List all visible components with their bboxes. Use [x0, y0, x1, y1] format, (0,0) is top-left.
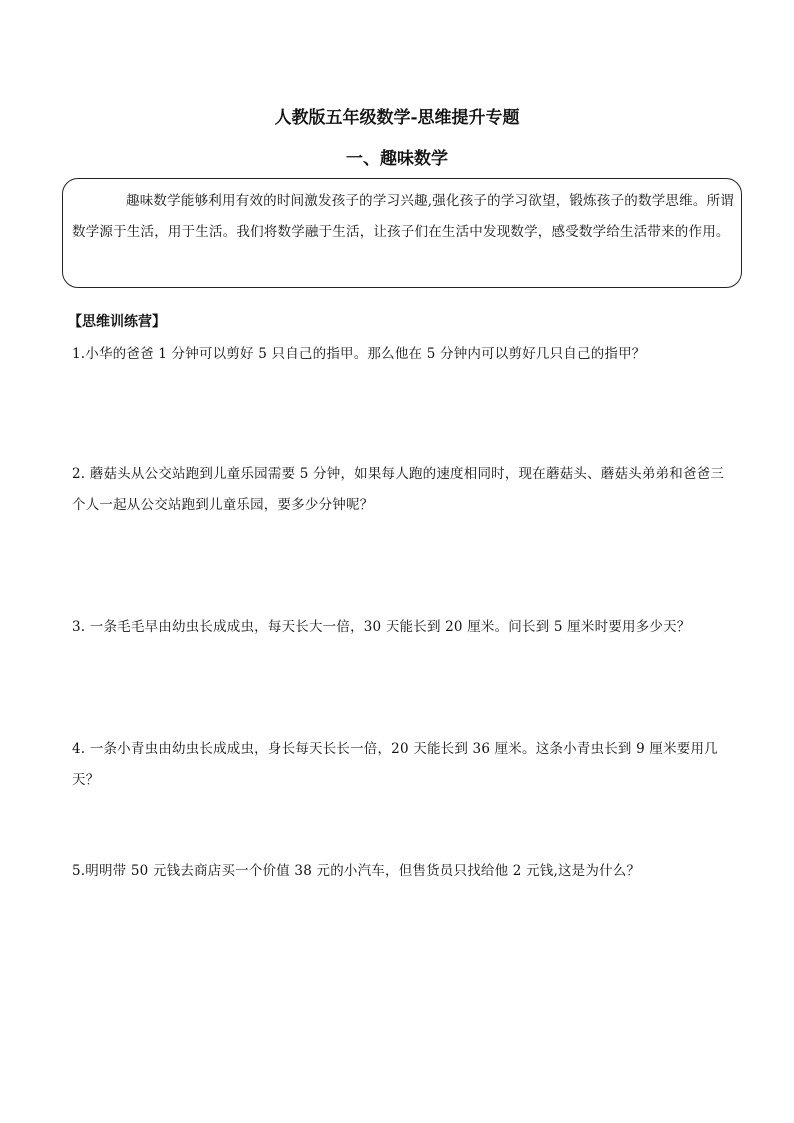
question-3: 3. 一条毛毛早由幼虫长成成虫，每天长大一倍，30 天能长到 20 厘米。问长到 5 厘米时要用多少天？ [72, 619, 691, 635]
intro-paragraph: 趣味数学能够利用有效的时间激发孩子的学习兴趣,强化孩子的学习欲望，锻炼孩子的数学思维。所谓数学源于生活，用于生活。我们将数学融于生活，让孩子们在生活中发现数学，感受数学给生活带来的作用。 [72, 193, 734, 240]
question-4: 4. 一条小青虫由幼虫长成成虫，身长每天长长一倍，20 天能长到 36 厘米。这条小青虫长到 9 厘米要用几天？ [72, 741, 718, 788]
training-camp-heading: 【思维训练营】 [68, 314, 166, 330]
question-5: 5.明明带 50 元钱去商店买一个价值 38 元的小汽车，但售货员只找给他 2 元钱,这是为什么？ [72, 863, 641, 879]
question-1: 1.小华的爸爸 1 分钟可以剪好 5 只自己的指甲。那么他在 5 分钟内可以剪好几只自己的指甲？ [72, 346, 646, 362]
page-title: 人教版五年级数学-思维提升专题 [274, 108, 520, 128]
section-title: 一、趣味数学 [346, 149, 448, 169]
question-2: 2. 蘑菇头从公交站跑到儿童乐园需要 5 分钟，如果每人跑的速度相同时，现在蘑菇头、蘑菇头弟弟和爸爸三个人一起从公交站跑到儿童乐园，要多少分钟呢？ [72, 466, 725, 513]
